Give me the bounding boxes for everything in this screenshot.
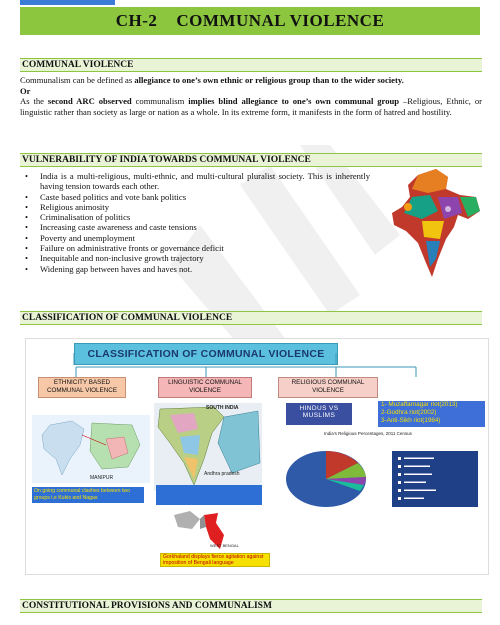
list-item	[20, 171, 370, 192]
manipur-label: MANIPUR	[90, 475, 114, 481]
religion-pie-chart-image	[282, 439, 482, 513]
linguistic-box: LINGUISTIC COMMUNAL VIOLENCE	[158, 377, 252, 398]
bullet-glyph: •	[25, 222, 29, 233]
diagram-title: CLASSIFICATION OF COMMUNAL VIOLENCE	[74, 343, 338, 365]
bullet-glyph: •	[25, 253, 29, 264]
def-text-3: communalism	[131, 96, 189, 107]
riot-item: 3-Anti-Sikh riot(1984)	[381, 417, 441, 424]
india-map-collage-image	[388, 167, 483, 282]
riot-item: 2-Godhra riot(2002)	[381, 409, 437, 416]
top-strip	[0, 0, 500, 7]
list-item-text: Poverty and unemployment	[40, 232, 135, 243]
south-india-label: SOUTH INDIA	[206, 405, 239, 411]
section-heading-constitutional: CONSTITUTIONAL PROVISIONS AND COMMUNALISM	[20, 599, 482, 613]
list-item-text: Widening gap between haves and haves not.	[40, 263, 193, 274]
top-accent-bar	[20, 0, 115, 5]
list-item-text: Religious animosity	[40, 201, 109, 212]
section-heading-vulnerability: VULNERABILITY OF INDIA TOWARDS COMMUNAL VIOLENCE	[20, 153, 482, 167]
andhra-label: Andhra pradesh	[204, 471, 240, 477]
def-text-2: As the	[20, 96, 48, 107]
def-text-bold-3: implies blind allegiance to one’s own communal group	[188, 96, 400, 107]
list-item-text: Caste based politics and vote bank politics	[40, 191, 187, 202]
bullet-glyph: •	[25, 212, 29, 223]
or-label: Or	[20, 85, 31, 96]
list-item	[20, 192, 370, 202]
list-item	[20, 233, 370, 243]
linguistic-caption-box	[156, 485, 262, 505]
def-text-1: Communalism can be defined as	[20, 75, 135, 85]
list-item	[20, 202, 370, 212]
chapter-title: CH-2 COMMUNAL VIOLENCE	[115, 11, 385, 30]
religious-box: RELIGIOUS COMMUNAL VIOLENCE	[278, 377, 378, 398]
list-item	[20, 243, 370, 253]
ethnic-caption: On going communal clashes between two groups i.e Kukis and Nagas	[32, 487, 144, 503]
def-text-bold-2: second ARC observed	[47, 96, 132, 107]
gorkhaland-caption: Gorkhaland displays fierce agitation against imposition of Bengali language	[160, 553, 270, 567]
list-item-text: Increasing caste awareness and caste tensions	[40, 222, 197, 233]
riots-list-box	[378, 401, 485, 427]
manipur-map-image	[32, 415, 150, 483]
list-item	[20, 222, 370, 232]
classification-diagram	[25, 338, 489, 575]
bullet-glyph: •	[25, 191, 29, 202]
list-item-text: Failure on administrative fronts or governance deficit	[40, 243, 224, 254]
vulnerability-list	[20, 171, 370, 274]
list-item-text: India is a multi-religious, multi-ethnic, and multi-cultural pluralist society. This is inherently having tension towards each other.	[40, 171, 370, 192]
ethnicity-box: ETHNICITY BASED COMMUNAL VIOLENCE	[38, 377, 126, 398]
riot-item: 1- Muzaffarnagar riot(2013)	[381, 401, 458, 408]
west-bengal-label: WEST BENGAL	[210, 543, 239, 548]
hindus-vs-muslims-box: HINDUS VS MUSLIMS	[286, 403, 352, 425]
list-item	[20, 253, 370, 263]
list-item-text: Criminalisation of politics	[40, 212, 131, 223]
bullet-glyph: •	[25, 201, 29, 212]
def-text-bold-1: allegiance to one’s own ethnic or religious group than to the wider society.	[134, 75, 404, 85]
bullet-glyph: •	[25, 243, 29, 254]
chapter-title-bar	[20, 7, 480, 35]
bullet-glyph: •	[25, 232, 29, 243]
list-item	[20, 264, 370, 274]
section-heading-communal-violence: COMMUNAL VIOLENCE	[20, 58, 482, 72]
bullet-glyph: •	[25, 171, 29, 181]
list-item-text: Inequitable and non-inclusive growth trajectory	[40, 253, 204, 264]
section-heading-classification: CLASSIFICATION OF COMMUNAL VIOLENCE	[20, 311, 482, 325]
list-item	[20, 212, 370, 222]
definition-paragraph	[20, 75, 482, 117]
south-india-map-image	[154, 403, 262, 491]
bullet-glyph: •	[25, 263, 29, 274]
def-text-4: –Religious, Ethnic, or linguistic rather than society as large or nation as a whole. In its extreme form, it manifests in the form of hatred and hostility.	[20, 96, 482, 117]
pie-chart-title: India’s Religious Percentages, 2011 Census	[324, 431, 412, 436]
